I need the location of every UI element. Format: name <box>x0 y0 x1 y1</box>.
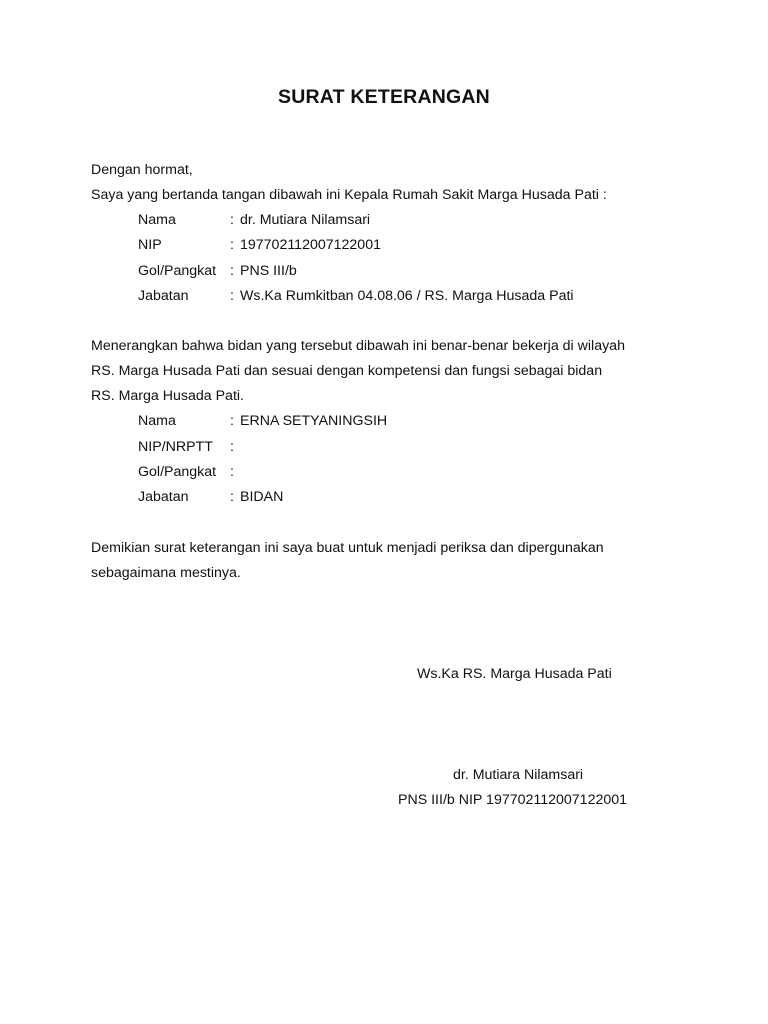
letter-title: SURAT KETERANGAN <box>278 86 490 108</box>
subject-field-position <box>138 488 283 506</box>
field-value: dr. Mutiara Nilamsari <box>240 212 371 228</box>
field-separator: : <box>230 439 234 455</box>
field-label: Gol/Pangkat <box>138 464 217 480</box>
signer-field-name <box>138 211 370 229</box>
signature-name: dr. Mutiara Nilamsari <box>453 767 584 783</box>
signer-field-position <box>138 287 574 305</box>
field-separator: : <box>230 413 234 429</box>
field-separator: : <box>230 237 234 253</box>
subject-field-rank <box>138 463 240 481</box>
statement-line: RS. Marga Husada Pati dan sesuai dengan kompetensi dan fungsi sebagai bidan <box>91 363 603 379</box>
signature-rank-nip: PNS III/b NIP 197702112007122001 <box>398 792 628 808</box>
field-label: Nama <box>138 212 176 228</box>
field-value: 197702112007122001 <box>240 237 381 253</box>
field-value: ERNA SETYANINGSIH <box>240 413 388 429</box>
intro-text: Saya yang bertanda tangan dibawah ini Kepala Rumah Sakit Marga Husada Pati : <box>91 187 607 203</box>
closing-line: sebagaimana mestinya. <box>91 565 241 581</box>
field-separator: : <box>230 263 234 279</box>
signer-field-rank <box>138 262 297 280</box>
field-label: Nama <box>138 413 176 429</box>
closing-line: Demikian surat keterangan ini saya buat untuk menjadi periksa dan dipergunakan <box>91 540 604 556</box>
field-value: PNS III/b <box>240 263 297 279</box>
field-label: Jabatan <box>138 288 189 304</box>
field-label: Jabatan <box>138 489 189 505</box>
statement-line: RS. Marga Husada Pati. <box>91 388 244 404</box>
field-value: BIDAN <box>240 489 284 505</box>
field-separator: : <box>230 212 234 228</box>
field-value: Ws.Ka Rumkitban 04.08.06 / RS. Marga Husada Pati <box>240 288 574 304</box>
subject-field-name <box>138 412 387 430</box>
field-label: NIP/NRPTT <box>138 439 213 455</box>
signer-field-nip <box>138 236 381 254</box>
field-separator: : <box>230 288 234 304</box>
subject-field-nip <box>138 438 240 456</box>
field-label: Gol/Pangkat <box>138 263 217 279</box>
field-label: NIP <box>138 237 162 253</box>
signature-position: Ws.Ka RS. Marga Husada Pati <box>417 666 612 682</box>
statement-line: Menerangkan bahwa bidan yang tersebut dibawah ini benar-benar bekerja di wilayah <box>91 338 625 354</box>
field-separator: : <box>230 464 234 480</box>
greeting: Dengan hormat, <box>91 162 193 178</box>
field-separator: : <box>230 489 234 505</box>
